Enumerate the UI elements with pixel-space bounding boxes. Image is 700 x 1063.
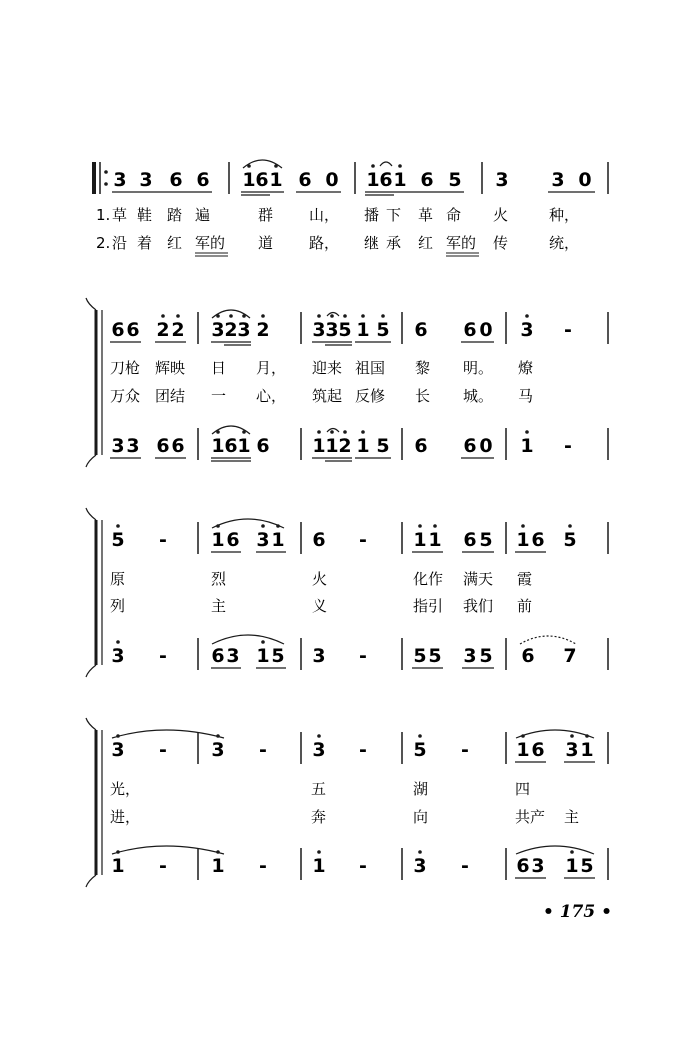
note: 1 [516,739,530,761]
upper-voice [111,319,572,341]
lyrics-verse-2 [110,597,532,615]
note: 1 [393,169,407,191]
note: - [359,529,367,551]
note: 5 [479,529,493,551]
lyric: 满天 [463,570,494,588]
system-1 [94,160,608,256]
lyric: 辉映 [155,359,186,377]
note: 2 [156,319,170,341]
lyric: 前 [517,597,533,615]
lyric: 统， [549,234,580,252]
note: 1 [111,855,125,877]
note: 1 [356,319,370,341]
note: 5 [376,319,390,341]
note: 6 [171,435,185,457]
repeat-start-sign [94,162,100,194]
lyric: 红 [418,234,434,252]
lyric: 红 [167,234,183,252]
note: 1 [325,435,339,457]
note: 6 [169,169,183,191]
note: - [359,855,367,877]
lyric: 传 [493,234,509,252]
note: - [259,739,267,761]
note: 3 [139,169,153,191]
note: 3 [237,319,251,341]
note: 1 [242,169,256,191]
lyric: 黎 [415,359,431,377]
lyrics-verse-2 [96,234,579,252]
lyric: 我们 [463,597,494,615]
underlines [110,342,494,345]
lyric: 五 [311,780,327,798]
note: 1 [256,645,270,667]
note: - [359,645,367,667]
slurs [212,519,284,528]
note: 3 [113,169,127,191]
note: 6 [521,645,535,667]
note: 3 [312,319,326,341]
note: 0 [479,319,493,341]
note: 5 [580,855,594,877]
lyric: 城。 [463,387,494,405]
note: 1 [356,435,370,457]
note: 7 [563,645,577,667]
octave-dots [216,430,529,434]
note: 1 [413,529,427,551]
note: 5 [448,169,462,191]
note: 3 [551,169,565,191]
note: 5 [413,739,427,761]
system-bracket [86,718,102,887]
lyric: 湖 [413,780,429,798]
lyric: 承 [386,234,402,252]
note: 3 [413,855,427,877]
octave-dots [116,524,572,528]
lyrics-verse-1 [110,780,530,798]
note: 1 [580,739,594,761]
note: - [159,739,167,761]
note: - [259,855,267,877]
note: 6 [256,435,270,457]
system-3 [86,508,608,677]
note: 2 [338,435,352,457]
lyric: 火 [493,206,509,224]
note: 0 [479,435,493,457]
lyric: 马 [518,387,534,405]
note: 6 [156,435,170,457]
lyric: 主 [564,808,580,826]
note: 5 [111,529,125,551]
note: 5 [413,645,427,667]
note: - [159,529,167,551]
note: 3 [531,855,545,877]
lyrics-verse-1 [96,206,579,224]
note: - [159,645,167,667]
note: 1 [516,529,530,551]
note: 5 [563,529,577,551]
note: 6 [298,169,312,191]
note: 0 [578,169,592,191]
slurs [243,160,392,168]
note: 6 [414,319,428,341]
lyric: 原 [110,570,126,588]
system-bracket [86,508,102,677]
note: 1 [520,435,534,457]
underlines [110,458,494,461]
lower-voice [111,435,572,457]
note: 6 [420,169,434,191]
repeat-dot [104,170,108,174]
lyric: 霞 [517,570,533,588]
lyric: 月， [256,359,287,377]
slurs [112,846,594,854]
note: 1 [211,435,225,457]
note: 6 [463,529,477,551]
repeat-dot [104,182,108,186]
note: - [359,739,367,761]
note: 1 [312,855,326,877]
lyric: 鞋 [137,206,153,224]
system-4 [86,718,608,887]
note: 6 [211,645,225,667]
note: 5 [428,645,442,667]
lyric: 迎来 [312,359,343,377]
lyric: 路， [309,234,340,252]
lyric: 祖国 [355,359,386,377]
lyric: 种， [549,206,580,224]
lyrics-verse-1 [110,359,533,377]
note: 6 [463,319,477,341]
note: 3 [312,739,326,761]
note: 1 [366,169,380,191]
note: 6 [224,435,238,457]
verse-number: 2. [96,234,111,252]
note: 1 [211,855,225,877]
lyric-ligature-marks [195,253,479,256]
note: 6 [312,529,326,551]
lyric: 万众 [110,387,141,405]
lyric: 火 [312,570,328,588]
lyric: 团结 [155,387,186,405]
lyric: 化作 [413,570,444,588]
note: 3 [226,645,240,667]
note: 2 [224,319,238,341]
note: 3 [325,319,339,341]
lyric: 草 [112,206,128,224]
note: 1 [312,435,326,457]
lower-voice [111,855,593,877]
lyric: 长 [415,387,431,405]
lyric: 燎 [518,359,534,377]
lyric: 义 [312,597,328,615]
verse-number: 1. [96,206,111,224]
note: 6 [414,435,428,457]
note: 6 [111,319,125,341]
note: - [159,855,167,877]
note: 0 [325,169,339,191]
lyric: 一 [211,387,227,405]
note: 6 [379,169,393,191]
note: 1 [428,529,442,551]
note: 6 [255,169,269,191]
note: - [564,319,572,341]
lyric: 四 [515,780,531,798]
note: 3 [463,645,477,667]
note: 1 [237,435,251,457]
lyric: 沿 [112,234,128,252]
octave-dots [116,850,574,854]
lyric: 刀枪 [110,359,141,377]
upper-voice [111,739,593,761]
note: 3 [520,319,534,341]
lyric: 遍 [195,206,211,224]
note: - [461,855,469,877]
lyric: 进， [110,808,141,826]
page-number: • 175 • [542,902,612,922]
lyric: 心， [256,387,287,405]
lyric: 军的 [195,234,226,252]
lyric: 命 [446,206,462,224]
lyrics-verse-2 [110,387,533,405]
lyric: 向 [413,808,429,826]
note: 1 [211,529,225,551]
system-bracket [86,298,102,467]
lyric: 着 [137,234,153,252]
note: 3 [495,169,509,191]
slurs [212,635,576,644]
note: 3 [211,319,225,341]
lyric: 山， [309,206,340,224]
octave-dots [116,640,265,644]
note: 3 [111,435,125,457]
lyric: 光， [110,780,141,798]
note: 5 [376,435,390,457]
lower-voice [111,645,576,667]
note: 3 [312,645,326,667]
lyric: 下 [386,206,402,224]
lyrics-verse-1 [110,570,532,588]
lyric: 反修 [355,387,386,405]
note: 3 [126,435,140,457]
note: 3 [256,529,270,551]
note: 1 [271,529,285,551]
note: - [564,435,572,457]
upper-voice [111,529,576,551]
lyric: 群 [258,206,274,224]
lyric: 共产 [515,808,546,826]
note: 3 [111,645,125,667]
lyric: 革 [418,206,434,224]
octave-dots [247,164,402,168]
lyric: 列 [110,597,126,615]
note: 3 [111,739,125,761]
underlines [112,192,595,195]
lyric: 奔 [311,808,327,826]
note: 6 [226,529,240,551]
note: 1 [269,169,283,191]
note: 5 [338,319,352,341]
lyrics-verse-2 [110,808,579,826]
note: 3 [211,739,225,761]
note: 6 [126,319,140,341]
note: 3 [565,739,579,761]
note: 6 [463,435,477,457]
note: 6 [196,169,210,191]
notation-row [113,169,591,191]
note: - [461,739,469,761]
lyric: 指引 [413,597,444,615]
note: 1 [565,855,579,877]
lyric: 主 [211,597,227,615]
note: 2 [256,319,270,341]
lyric: 烈 [211,570,227,588]
lyric: 明。 [463,359,494,377]
lyric: 播 [364,206,380,224]
note: 5 [271,645,285,667]
note: 6 [531,739,545,761]
lyric: 筑起 [312,387,343,405]
note: 6 [516,855,530,877]
lyric: 踏 [167,206,183,224]
note: 5 [479,645,493,667]
lyric: 道 [258,234,274,252]
system-2 [86,298,608,467]
note: 6 [531,529,545,551]
lyric: 日 [211,359,227,377]
lyric: 军的 [446,234,477,252]
note: 2 [171,319,185,341]
lyric: 继 [364,234,380,252]
